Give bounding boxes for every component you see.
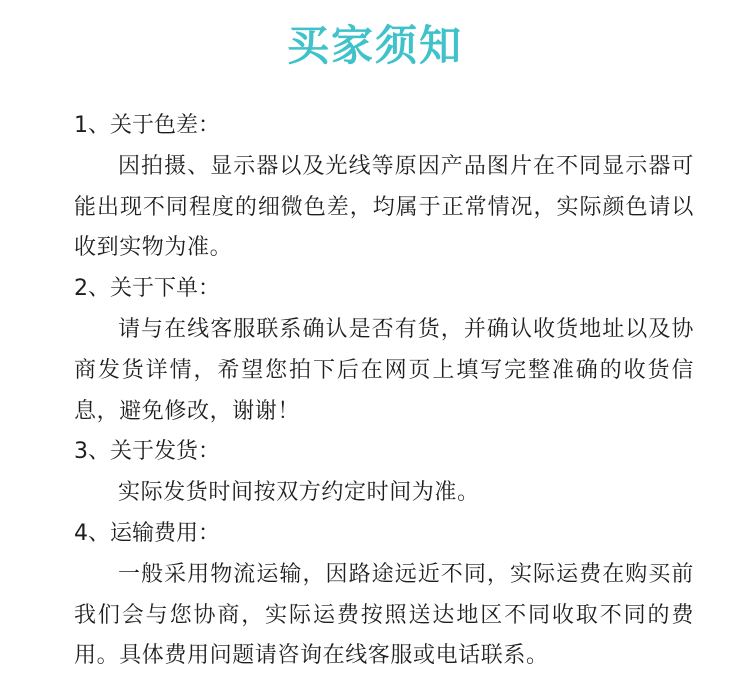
section-heading: 2、关于下单： <box>74 276 220 302</box>
section-heading: 1、关于色差： <box>74 113 220 138</box>
page-title: 买家须知 <box>286 21 463 70</box>
notice-content <box>74 106 694 677</box>
section-freight-cost <box>74 514 694 677</box>
section-body: 因拍摄、显示器以及光线等原因产品图片在不同显示器可能出现不同程度的细微色差，均属于正常情况，实际颜色请以收到实物为准。 <box>74 153 694 261</box>
section-heading: 3、关于发货： <box>74 439 220 465</box>
section-heading: 4、运输费用： <box>74 520 220 546</box>
section-color-difference <box>74 106 694 269</box>
section-ordering <box>74 269 694 432</box>
section-body: 一般采用物流运输，因路途远近不同，实际运费在购买前我们会与您协商，实际运费按照送达地区不同收取不同的费用。具体费用问题请咨询在线客服或电话联系。 <box>74 561 694 669</box>
section-shipping <box>74 432 694 514</box>
section-body: 实际发货时间按双方约定时间为准。 <box>118 480 480 506</box>
section-body: 请与在线客服联系确认是否有货，并确认收货地址以及协商发货详情，希望您拍下后在网页上填写完整准确的收货信息，避免修改，谢谢！ <box>74 316 694 424</box>
